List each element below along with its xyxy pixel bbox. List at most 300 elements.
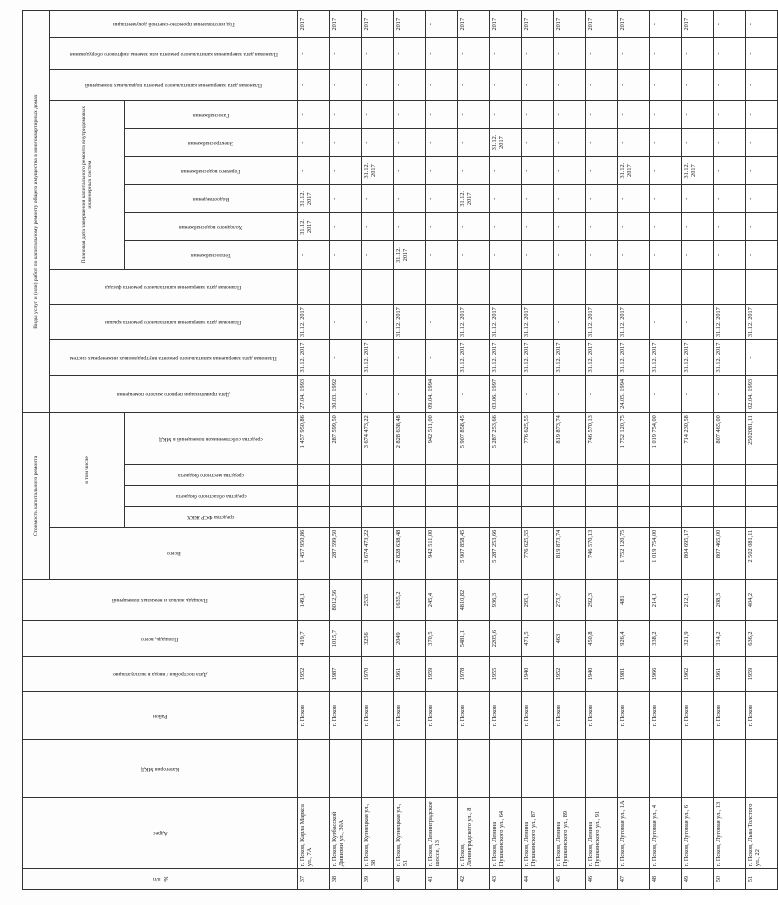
row-regional [618, 486, 650, 507]
row-hot: - [714, 157, 746, 185]
row-local [522, 465, 554, 486]
row-district: г. Псков [746, 692, 778, 740]
row-year: 1961 [394, 656, 426, 691]
row-area-total: 471,5 [522, 621, 554, 656]
row-local [618, 465, 650, 486]
row-basement: - [746, 69, 778, 100]
row-district: г. Псков [362, 692, 394, 740]
header-regional: средства областного бюджета [125, 486, 298, 507]
row-regional [362, 486, 394, 507]
row-plan-facade [682, 269, 714, 304]
row-regional [714, 486, 746, 507]
row-address: г. Псков, Кузнецкая ул., 38 [362, 798, 394, 869]
header-fund: средства ФСР ЖКХ [125, 506, 298, 527]
row-address: г. Псков, Ленина Пушкинского ул., 89 [554, 798, 586, 869]
row-basement: - [458, 69, 490, 100]
header-cost-group: Стоимость капитального ремонта [23, 413, 50, 580]
row-plan-facade [426, 269, 458, 304]
header-num: № п/п [23, 869, 298, 890]
row-gas: - [746, 100, 778, 128]
header-docs: Год изготовления проектно-сметной документации [50, 11, 298, 38]
row-number: 49 [682, 869, 714, 890]
row-area-living: 404,2 [746, 579, 778, 621]
row-lift: - [682, 38, 714, 69]
row-gas: - [330, 100, 362, 128]
row-privatization: 24.05. 1994 [618, 375, 650, 412]
row-electro: - [714, 128, 746, 156]
row-area-total: 2049 [394, 621, 426, 656]
row-regional [554, 486, 586, 507]
row-address: г. Псков, Ленина Пушкинского ул., 87 [522, 798, 554, 869]
row-year: 1987 [330, 656, 362, 691]
row-cost-total: 942 511,00 [426, 527, 458, 579]
row-address: г. Псков, Льва Толстого ул., 22 [746, 798, 778, 869]
row-docs: 2017 [618, 11, 650, 38]
row-lift: - [394, 38, 426, 69]
row-privatization: - [394, 375, 426, 412]
row-hot: - [650, 157, 682, 185]
row-area-living: 208,3 [714, 579, 746, 621]
row-year: 1940 [586, 656, 618, 691]
row-plan-facade [394, 269, 426, 304]
row-gas: - [586, 100, 618, 128]
row-cost-total: 2 502 081,11 [746, 527, 778, 579]
row-plan-systems: 31.12. 2017 [362, 340, 394, 375]
row-heat: - [618, 241, 650, 269]
row-address: г. Псков, Кузнецкая ул., 51 [394, 798, 426, 869]
header-systems-group: Плановая дата завершения капитального ремонта внутридомовых инженерных систем [50, 100, 125, 269]
row-plan-roof: 31.12. 2017 [458, 304, 490, 339]
row-plan-roof: 31.12. 2017 [618, 304, 650, 339]
row-category [522, 740, 554, 798]
header-basement: Плановая дата завершения капитального ремонта подвальных помещений [50, 69, 298, 100]
row-address: г. Псков, Ленинградского ул., 8 [458, 798, 490, 869]
row-hot: - [746, 157, 778, 185]
row-heat: - [650, 241, 682, 269]
row-address: г. Псков, Ленина Пушкинского ул., 64 [490, 798, 522, 869]
row-cold: - [554, 213, 586, 241]
row-gas: - [618, 100, 650, 128]
repair-schedule-table [22, 10, 778, 890]
row-owners: 714 230,58 [682, 413, 714, 465]
row-area-living: 1635,2 [394, 579, 426, 621]
row-regional [682, 486, 714, 507]
row-privatization: 30.03. 1992 [330, 375, 362, 412]
row-docs: 2017 [682, 11, 714, 38]
row-fund [618, 506, 650, 527]
row-cold: - [746, 213, 778, 241]
row-area-total: 926,4 [618, 621, 650, 656]
row-docs: 2017 [394, 11, 426, 38]
row-area-total: 3256 [362, 621, 394, 656]
row-fund [554, 506, 586, 527]
header-electro: Электроснабжения [125, 128, 298, 156]
row-heat: - [298, 241, 330, 269]
row-heat: - [362, 241, 394, 269]
row-local [746, 465, 778, 486]
row-docs: 2017 [298, 11, 330, 38]
row-gas: - [458, 100, 490, 128]
row-cost-total: 287 599,50 [330, 527, 362, 579]
row-cold: - [394, 213, 426, 241]
row-fund [298, 506, 330, 527]
row-number: 39 [362, 869, 394, 890]
row-docs: 2017 [554, 11, 586, 38]
row-electro: - [522, 128, 554, 156]
header-local: средства местного бюджета [125, 465, 298, 486]
row-cold: - [586, 213, 618, 241]
row-gas: - [522, 100, 554, 128]
row-privatization: - [554, 375, 586, 412]
row-number: 43 [490, 869, 522, 890]
row-number: 46 [586, 869, 618, 890]
row-fund [682, 506, 714, 527]
table-row [458, 11, 490, 890]
row-hot: 31.12. 2017 [682, 157, 714, 185]
row-cost-total: 1 457 950,86 [298, 527, 330, 579]
row-gas: - [554, 100, 586, 128]
row-address: г. Псков, Ленинградское шоссе, 13 [426, 798, 458, 869]
row-privatization: - [650, 375, 682, 412]
row-owners: 287 599,50 [330, 413, 362, 465]
row-lift: - [586, 38, 618, 69]
row-gas: - [394, 100, 426, 128]
row-plan-facade [298, 269, 330, 304]
row-number: 42 [458, 869, 490, 890]
row-privatization: 09.04. 1994 [426, 375, 458, 412]
row-fund [362, 506, 394, 527]
row-plan-systems: 31.12. 2017 [586, 340, 618, 375]
row-plan-roof: - [554, 304, 586, 339]
row-electro: 31.12. 2017 [490, 128, 522, 156]
row-owners: 2 828 638,48 [394, 413, 426, 465]
row-owners: 807 465,00 [714, 413, 746, 465]
row-lift: - [650, 38, 682, 69]
row-owners: 5 287 253,66 [490, 413, 522, 465]
row-local [426, 465, 458, 486]
row-local [586, 465, 618, 486]
row-plan-roof: - [362, 304, 394, 339]
row-sewer: - [682, 185, 714, 213]
row-local [362, 465, 394, 486]
row-area-total: 5481,1 [458, 621, 490, 656]
row-hot: - [490, 157, 522, 185]
row-district: г. Псков [522, 692, 554, 740]
row-plan-facade [586, 269, 618, 304]
header-owners: средства собственников помещений в МКД [125, 413, 298, 465]
row-area-total: 419,7 [298, 621, 330, 656]
row-owners: 2502081,11 [746, 413, 778, 465]
row-gas: - [298, 100, 330, 128]
row-owners: 776 625,55 [522, 413, 554, 465]
row-sewer: - [554, 185, 586, 213]
row-area-total: 450,8 [586, 621, 618, 656]
row-local [394, 465, 426, 486]
row-category [394, 740, 426, 798]
row-basement: - [682, 69, 714, 100]
row-number: 38 [330, 869, 362, 890]
row-number: 48 [650, 869, 682, 890]
row-basement: - [362, 69, 394, 100]
row-electro: - [394, 128, 426, 156]
row-sewer: - [394, 185, 426, 213]
row-owners: 1 457 950,86 [298, 413, 330, 465]
row-basement: - [394, 69, 426, 100]
row-category [650, 740, 682, 798]
row-local [330, 465, 362, 486]
row-year: 1961 [714, 656, 746, 691]
row-basement: - [426, 69, 458, 100]
row-lift: - [458, 38, 490, 69]
row-sewer: 31.12. 2017 [298, 185, 330, 213]
row-docs: 2017 [490, 11, 522, 38]
row-heat: 31.12. 2017 [394, 241, 426, 269]
row-plan-roof: 31.12. 2017 [746, 304, 778, 339]
row-category [554, 740, 586, 798]
row-area-living: 273,7 [554, 579, 586, 621]
row-lift: - [490, 38, 522, 69]
row-area-living: 936,3 [490, 579, 522, 621]
row-year: 1966 [650, 656, 682, 691]
row-heat: - [746, 241, 778, 269]
row-cost-total: 819 873,74 [554, 527, 586, 579]
row-area-living: 149,1 [298, 579, 330, 621]
row-plan-roof: 31.12. 2017 [298, 304, 330, 339]
table-row [682, 11, 714, 890]
row-heat: - [490, 241, 522, 269]
row-gas: - [426, 100, 458, 128]
row-cold: - [458, 213, 490, 241]
row-number: 44 [522, 869, 554, 890]
header-sewer: Водоотведения [125, 185, 298, 213]
row-cold: - [522, 213, 554, 241]
row-gas: - [490, 100, 522, 128]
row-regional [298, 486, 330, 507]
row-cold: - [618, 213, 650, 241]
header-plan-facade: Плановая дата завершения капитального ремонта фасада [50, 269, 298, 304]
row-heat: - [682, 241, 714, 269]
row-plan-systems: - [746, 340, 778, 375]
header-cold: Холодного водоснабжения [125, 213, 298, 241]
row-electro: - [682, 128, 714, 156]
row-plan-facade [362, 269, 394, 304]
row-regional [650, 486, 682, 507]
row-plan-facade [458, 269, 490, 304]
header-gas: Газоснабжения [125, 100, 298, 128]
row-fund [650, 506, 682, 527]
row-cold: - [714, 213, 746, 241]
row-plan-systems: 31.12. 2017 [490, 340, 522, 375]
row-gas: - [650, 100, 682, 128]
row-privatization: 02.04. 1993 [746, 375, 778, 412]
row-hot: - [586, 157, 618, 185]
row-category [746, 740, 778, 798]
header-incl: в том числе [50, 413, 125, 528]
row-area-total: 321,9 [682, 621, 714, 656]
table-body [298, 11, 778, 890]
row-plan-roof: 31.12. 2017 [586, 304, 618, 339]
header-plan-roof: Плановая дата завершения капитального ремонта крыши [50, 304, 298, 339]
row-docs: - [650, 11, 682, 38]
table-row [746, 11, 778, 890]
row-category [618, 740, 650, 798]
row-electro: - [298, 128, 330, 156]
row-plan-facade [554, 269, 586, 304]
row-sewer: - [650, 185, 682, 213]
row-category [458, 740, 490, 798]
row-plan-facade [522, 269, 554, 304]
row-heat: - [522, 241, 554, 269]
row-plan-systems: - [394, 340, 426, 375]
row-area-living: 292,3 [586, 579, 618, 621]
row-category [490, 740, 522, 798]
row-sewer: - [362, 185, 394, 213]
row-fund [714, 506, 746, 527]
table-row [394, 11, 426, 890]
row-address: г. Псков, Карла Маркса ул., 7А [298, 798, 330, 869]
row-hot: - [394, 157, 426, 185]
row-hot: - [458, 157, 490, 185]
row-fund [586, 506, 618, 527]
row-privatization: - [714, 375, 746, 412]
row-plan-systems: 31.12. 2017 [714, 340, 746, 375]
table-row [362, 11, 394, 890]
table-row [618, 11, 650, 890]
row-category [714, 740, 746, 798]
row-plan-roof: - [650, 304, 682, 339]
row-lift: - [618, 38, 650, 69]
row-plan-systems: 31.12. 2017 [682, 340, 714, 375]
row-cold: - [426, 213, 458, 241]
row-heat: - [586, 241, 618, 269]
row-fund [746, 506, 778, 527]
row-cost-total: 5 287 253,66 [490, 527, 522, 579]
row-regional [746, 486, 778, 507]
row-plan-systems: 31.12. 2017 [618, 340, 650, 375]
row-basement: - [618, 69, 650, 100]
row-area-total: 338,2 [650, 621, 682, 656]
rotated-sheet [22, 10, 761, 890]
row-year: 1952 [298, 656, 330, 691]
row-district: г. Псков [426, 692, 458, 740]
row-heat: - [426, 241, 458, 269]
row-year: 1978 [458, 656, 490, 691]
row-docs: 2017 [362, 11, 394, 38]
row-plan-systems: 31.12. 2017 [650, 340, 682, 375]
row-basement: - [554, 69, 586, 100]
row-fund [394, 506, 426, 527]
row-owners: 1 752 120,75 [618, 413, 650, 465]
row-year: 1970 [362, 656, 394, 691]
row-number: 41 [426, 869, 458, 890]
row-area-total: 463 [554, 621, 586, 656]
row-sewer: - [746, 185, 778, 213]
row-sewer: - [586, 185, 618, 213]
row-plan-roof: - [426, 304, 458, 339]
row-number: 51 [746, 869, 778, 890]
row-category [682, 740, 714, 798]
row-owners: 3 674 473,22 [362, 413, 394, 465]
row-year: 1955 [490, 656, 522, 691]
header-plan-overhaul: Плановая дата завершения капитального ремонта внутридомовых инженерных систем [50, 340, 298, 375]
row-hot: - [298, 157, 330, 185]
row-docs: - [714, 11, 746, 38]
row-heat: - [458, 241, 490, 269]
row-heat: - [330, 241, 362, 269]
row-address: г. Псков, Кузбасской Дивизии ул., 30А [330, 798, 362, 869]
row-plan-systems: 31.12. 2017 [554, 340, 586, 375]
row-district: г. Псков [394, 692, 426, 740]
row-number: 45 [554, 869, 586, 890]
row-plan-systems: 31.12. 2017 [522, 340, 554, 375]
header-cost-total: Всего [50, 527, 298, 579]
row-privatization: - [458, 375, 490, 412]
row-lift: - [746, 38, 778, 69]
row-regional [522, 486, 554, 507]
row-area-living: 2535 [362, 579, 394, 621]
row-cost-total: 1 019 754,00 [650, 527, 682, 579]
row-address: г. Псков, Ленина Пушкинского ул., 91 [586, 798, 618, 869]
row-basement: - [714, 69, 746, 100]
row-cold: - [682, 213, 714, 241]
row-plan-systems: 31.12. 2017 [298, 340, 330, 375]
row-electro: - [618, 128, 650, 156]
row-sewer: - [522, 185, 554, 213]
row-district: г. Псков [682, 692, 714, 740]
row-area-living: 212,1 [682, 579, 714, 621]
row-docs: 2017 [330, 11, 362, 38]
row-local [554, 465, 586, 486]
row-sewer: - [618, 185, 650, 213]
header-year: Дата постройки / ввода в эксплуатацию [23, 656, 298, 691]
row-district: г. Псков [586, 692, 618, 740]
row-plan-systems: 31.12. 2017 [458, 340, 490, 375]
row-district: г. Псков [298, 692, 330, 740]
row-cost-total: 807 465,00 [714, 527, 746, 579]
header-services-group: Виды услуг и (или) работ по капитальному ремонту общего имущества в многоквартирных домах [23, 11, 50, 413]
row-address: г. Псков, Луговая ул., 4 [650, 798, 682, 869]
row-lift: - [426, 38, 458, 69]
row-cost-total: 3 674 473,22 [362, 527, 394, 579]
row-district: г. Псков [330, 692, 362, 740]
row-hot: - [426, 157, 458, 185]
row-address: г. Псков, Луговая ул., 13 [714, 798, 746, 869]
row-hot: - [330, 157, 362, 185]
row-fund [426, 506, 458, 527]
row-regional [426, 486, 458, 507]
row-owners: 1 019 754,00 [650, 413, 682, 465]
row-plan-roof: - [682, 304, 714, 339]
row-gas: - [714, 100, 746, 128]
row-area-total: 314,2 [714, 621, 746, 656]
row-area-total: 1015,7 [330, 621, 362, 656]
row-hot: - [522, 157, 554, 185]
row-electro: - [650, 128, 682, 156]
header-area-total: Площадь, всего [23, 621, 298, 656]
table-row [554, 11, 586, 890]
row-sewer: - [714, 185, 746, 213]
row-fund [490, 506, 522, 527]
row-hot: - [554, 157, 586, 185]
row-regional [330, 486, 362, 507]
table-row [426, 11, 458, 890]
row-plan-systems: - [426, 340, 458, 375]
row-owners: 942 511,00 [426, 413, 458, 465]
row-area-living: 4810,82 [458, 579, 490, 621]
row-plan-facade [714, 269, 746, 304]
row-number: 37 [298, 869, 330, 890]
row-heat: - [714, 241, 746, 269]
